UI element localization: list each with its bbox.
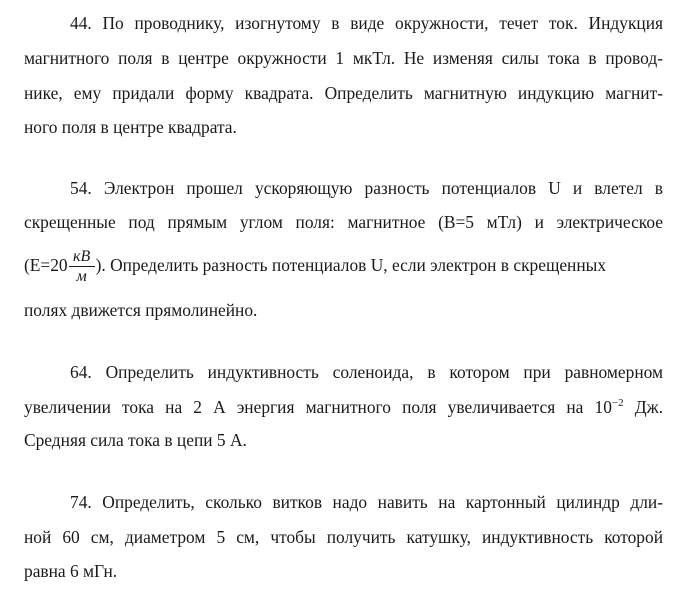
problem-number: 64.	[70, 362, 92, 382]
fraction-kv-per-m	[69, 248, 95, 287]
fraction-denominator: м	[76, 267, 87, 285]
problem-54-line-2: скрещенные под прямым углом поля: магнитное (В=5 мТл) и электрическое	[24, 212, 663, 232]
problem-74-line-3: равна 6 мГн.	[24, 561, 118, 581]
problem-44-line-4: ного поля в центре квадрата.	[24, 117, 237, 137]
problem-54-line-1: 54. Электрон прошел ускоряющую разность потенциалов U и влетел в	[70, 178, 663, 198]
fraction-numerator: кВ	[69, 248, 95, 267]
problem-54-line-4: полях движется прямолинейно.	[24, 300, 258, 320]
problem-64-line-2: увеличении тока на 2 А энергия магнитного поля увеличивается на $10^{-2}$ Дж.	[24, 397, 663, 417]
problem-44-line-3: нике, ему придали форму квадрата. Определить магнитную индукцию магнит-	[24, 83, 663, 103]
problem-74-line-1: 74. Определить, сколько витков надо навить на картонный цилиндр дли-	[70, 492, 663, 512]
problem-54-line-3: (Е=20 $\frac{кВ}{м}$ ). Определить разность потенциалов U, если электрон в скрещенных	[24, 247, 607, 285]
exponent: −2	[611, 397, 624, 409]
problem-number: 44.	[70, 13, 92, 33]
formula-prefix: (Е=20	[24, 255, 68, 275]
problem-number: 54.	[70, 178, 92, 198]
problem-64-line-3: Средняя сила тока в цепи 5 А.	[24, 430, 247, 450]
problem-74-line-2: ной 60 см, диаметром 5 см, чтобы получить катушку, индуктивность которой	[24, 527, 663, 547]
problem-number: 74.	[70, 492, 92, 512]
problem-44-line-2: магнитного поля в центре окружности 1 мкТл. Не изменяя силы тока в провод-	[24, 48, 663, 68]
problem-64-line-1: 64. Определить индуктивность соленоида, в котором при равномерном	[70, 362, 663, 382]
problem-44-line-1: 44. По проводнику, изогнутому в виде окружности, течет ток. Индукция	[70, 13, 664, 33]
